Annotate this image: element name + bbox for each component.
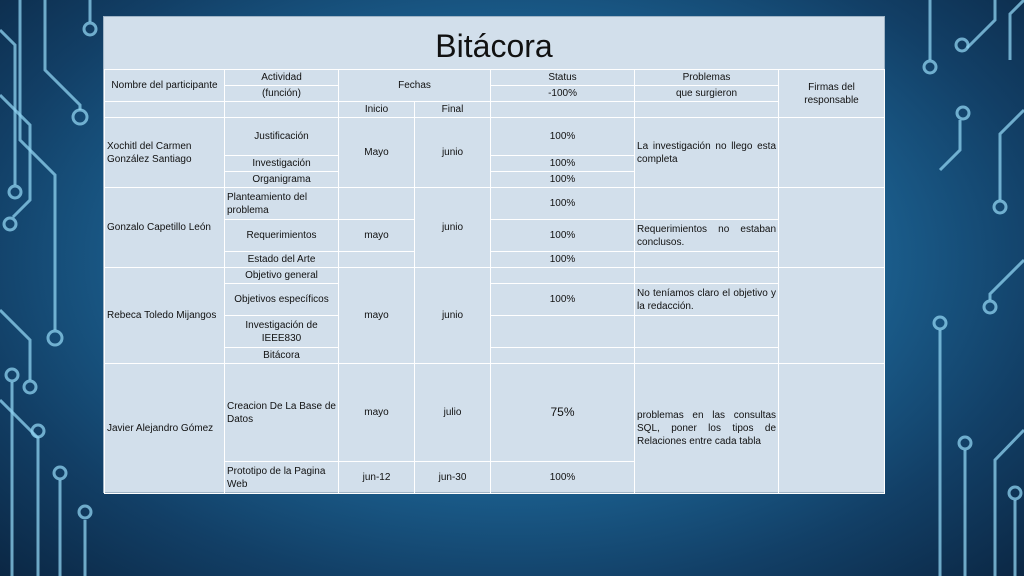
status-cell: 100% xyxy=(491,462,635,494)
header-participant: Nombre del participante xyxy=(105,70,225,102)
end-date-cell: julio xyxy=(415,364,491,462)
problem-cell: Requerimientos no estaban conclusos. xyxy=(635,220,779,252)
signature-cell xyxy=(779,364,885,494)
status-cell: 100% xyxy=(491,118,635,156)
table-row xyxy=(105,118,885,156)
activity-cell: Bitácora xyxy=(225,348,339,364)
participant-name: Xochitl del Carmen González Santiago xyxy=(105,118,225,188)
end-date-cell: jun-30 xyxy=(415,462,491,494)
participant-name: Rebeca Toledo Mijangos xyxy=(105,268,225,364)
activity-cell: Creacion De La Base de Datos xyxy=(225,364,339,462)
participant-name: Javier Alejandro Gómez xyxy=(105,364,225,494)
problem-cell: No teníamos claro el objetivo y la redacción. xyxy=(635,284,779,316)
table-row xyxy=(105,268,885,284)
end-date-cell: junio xyxy=(415,188,491,268)
status-cell: 100% xyxy=(491,284,635,316)
signature-cell xyxy=(779,188,885,268)
status-cell: 100% xyxy=(491,172,635,188)
signature-cell xyxy=(779,118,885,188)
header-row xyxy=(105,102,885,118)
start-date-cell: mayo xyxy=(339,268,415,364)
header-problems-sub: que surgieron xyxy=(635,86,779,102)
header-dates: Fechas xyxy=(339,70,491,102)
start-date-cell: jun-12 xyxy=(339,462,415,494)
end-date-cell: junio xyxy=(415,268,491,364)
header-end: Final xyxy=(415,102,491,118)
status-cell: 100% xyxy=(491,220,635,252)
header-status: Status xyxy=(491,70,635,86)
activity-cell: Prototipo de la Pagina Web xyxy=(225,462,339,494)
activity-cell: Requerimientos xyxy=(225,220,339,252)
activity-cell: Planteamiento del problema xyxy=(225,188,339,220)
bitacora-table xyxy=(104,69,885,494)
start-date-cell: mayo xyxy=(339,364,415,462)
activity-cell: Investigación xyxy=(225,156,339,172)
end-date-cell: junio xyxy=(415,118,491,188)
start-date-cell: Mayo xyxy=(339,118,415,188)
page-title: Bitácora xyxy=(435,28,553,64)
header-function: (función) xyxy=(225,86,339,102)
header-signatures: Firmas del responsable xyxy=(779,70,885,118)
activity-cell: Objetivos específicos xyxy=(225,284,339,316)
activity-cell: Estado del Arte xyxy=(225,252,339,268)
header-row xyxy=(105,70,885,86)
activity-cell: Investigación de IEEE830 xyxy=(225,316,339,348)
status-cell: 100% xyxy=(491,156,635,172)
status-cell: 100% xyxy=(491,188,635,220)
activity-cell: Organigrama xyxy=(225,172,339,188)
table-row xyxy=(105,188,885,220)
activity-cell: Objetivo general xyxy=(225,268,339,284)
problem-cell: problemas en las consultas SQL, poner los tipos de Relaciones entre cada tabla xyxy=(635,364,779,494)
start-date-cell: mayo xyxy=(339,220,415,252)
bitacora-sheet xyxy=(103,16,885,493)
header-problems: Problemas xyxy=(635,70,779,86)
signature-cell xyxy=(779,268,885,364)
header-start: Inicio xyxy=(339,102,415,118)
participant-name: Gonzalo Capetillo León xyxy=(105,188,225,268)
status-cell: 100% xyxy=(491,252,635,268)
activity-cell: Justificación xyxy=(225,118,339,156)
problem-cell: La investigación no llego esta completa xyxy=(635,118,779,188)
header-activity: Actividad xyxy=(225,70,339,86)
status-cell: 75% xyxy=(491,364,635,462)
table-row xyxy=(105,364,885,462)
header-status-sub: -100% xyxy=(491,86,635,102)
